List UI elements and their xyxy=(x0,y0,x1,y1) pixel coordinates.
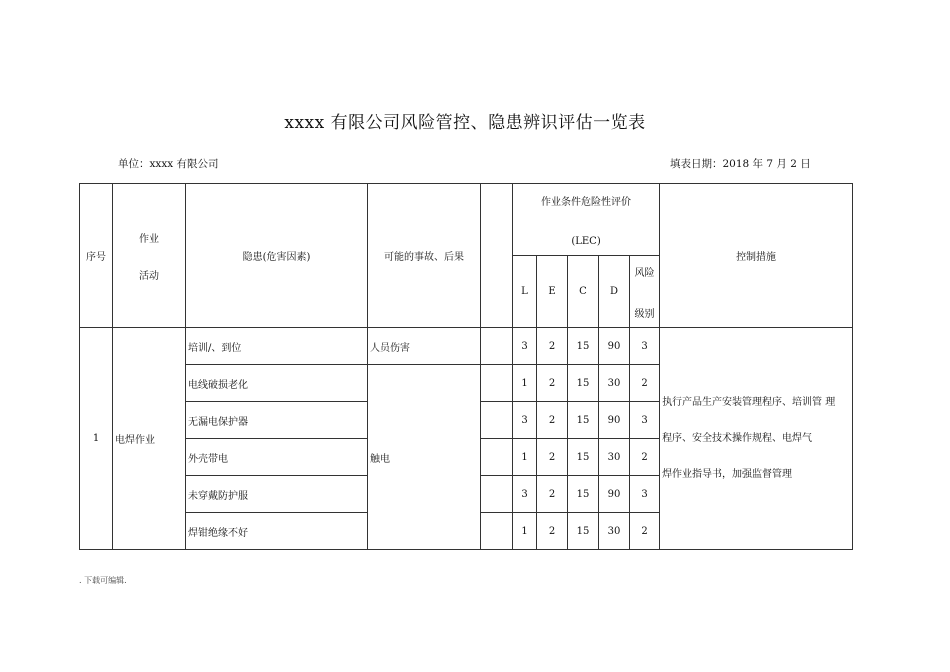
group-activity: 电焊作业 xyxy=(113,328,186,550)
level-cell: 2 xyxy=(630,439,660,476)
D-cell: 90 xyxy=(599,328,630,365)
measures-line3: 焊作业指导书，加强监督管理 xyxy=(662,468,793,480)
E-cell: 2 xyxy=(537,439,568,476)
header-lec-line1: 作业条件危险性评价 xyxy=(541,196,632,208)
consequence-cell: 触电 xyxy=(368,365,481,550)
header-hazard: 隐患(危害因素) xyxy=(186,184,368,328)
unit-label: 单位：xxxx 有限公司 xyxy=(118,158,219,170)
header-seq: 序号 xyxy=(80,184,113,328)
header-lec xyxy=(513,184,660,256)
blank-cell xyxy=(481,513,513,550)
header-L: L xyxy=(513,256,537,328)
D-cell: 30 xyxy=(599,439,630,476)
C-cell: 15 xyxy=(568,476,599,513)
header-activity xyxy=(113,184,186,328)
hazard-cell: 未穿戴防护服 xyxy=(186,476,368,513)
level-cell: 2 xyxy=(630,513,660,550)
header-D: D xyxy=(599,256,630,328)
C-cell: 15 xyxy=(568,439,599,476)
C-cell: 15 xyxy=(568,513,599,550)
group-seq: 1 xyxy=(80,328,113,550)
L-cell: 3 xyxy=(513,476,537,513)
D-cell: 90 xyxy=(599,476,630,513)
level-cell: 3 xyxy=(630,476,660,513)
control-measures xyxy=(660,328,853,550)
blank-cell xyxy=(481,328,513,365)
C-cell: 15 xyxy=(568,365,599,402)
level-cell: 3 xyxy=(630,328,660,365)
E-cell: 2 xyxy=(537,402,568,439)
header-activity-line2: 活动 xyxy=(139,270,159,282)
D-cell: 30 xyxy=(599,513,630,550)
D-cell: 30 xyxy=(599,365,630,402)
L-cell: 1 xyxy=(513,439,537,476)
hazard-cell: 电线破损老化 xyxy=(186,365,368,402)
header-C: C xyxy=(568,256,599,328)
header-E: E xyxy=(537,256,568,328)
blank-cell xyxy=(481,402,513,439)
hazard-cell: 培训/、到位 xyxy=(186,328,368,365)
L-cell: 1 xyxy=(513,513,537,550)
E-cell: 2 xyxy=(537,365,568,402)
table-row xyxy=(80,328,853,365)
blank-cell xyxy=(481,476,513,513)
hazard-cell: 焊钳绝缘不好 xyxy=(186,513,368,550)
D-cell: 90 xyxy=(599,402,630,439)
footer-note: . 下载可编辑. xyxy=(79,576,127,585)
L-cell: 3 xyxy=(513,402,537,439)
header-control: 控制措施 xyxy=(660,184,853,328)
L-cell: 3 xyxy=(513,328,537,365)
E-cell: 2 xyxy=(537,513,568,550)
C-cell: 15 xyxy=(568,402,599,439)
blank-cell xyxy=(481,439,513,476)
date-label: 填表日期：2018 年 7 月 2 日 xyxy=(670,158,811,170)
header-level-line2: 级别 xyxy=(634,308,655,320)
E-cell: 2 xyxy=(537,476,568,513)
level-cell: 2 xyxy=(630,365,660,402)
header-blank xyxy=(481,184,513,328)
header-level-line1: 风险 xyxy=(634,267,655,279)
measures-line1: 执行产品生产安装管理程序、培训管 理 xyxy=(662,396,836,408)
C-cell: 15 xyxy=(568,328,599,365)
level-cell: 3 xyxy=(630,402,660,439)
measures-line2: 程序、安全技术操作规程、电焊气 xyxy=(662,432,813,444)
L-cell: 1 xyxy=(513,365,537,402)
header-level xyxy=(630,256,660,328)
consequence-cell: 人员伤害 xyxy=(368,328,481,365)
hazard-cell: 外壳带电 xyxy=(186,439,368,476)
header-activity-line1: 作业 xyxy=(139,233,159,245)
header-consequence: 可能的事故、后果 xyxy=(368,184,481,328)
header-row xyxy=(80,184,853,256)
header-lec-line2: (LEC) xyxy=(571,235,601,247)
risk-assessment-table xyxy=(79,183,853,550)
blank-cell xyxy=(481,365,513,402)
E-cell: 2 xyxy=(537,328,568,365)
document-title: xxxx 有限公司风险管控、隐患辨识评估一览表 xyxy=(284,113,646,133)
hazard-cell: 无漏电保护器 xyxy=(186,402,368,439)
